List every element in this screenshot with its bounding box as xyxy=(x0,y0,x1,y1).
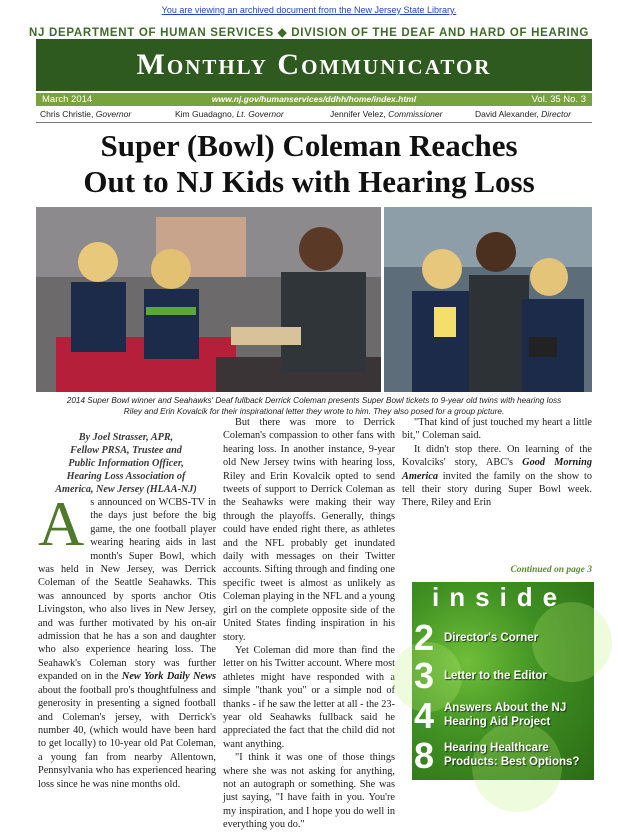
article-paragraph: As announced on WCBS-TV in the days just before the big game, the one football player wearing hearing aids in last month's Super Bowl, which was held in New Jersey, was Derrick Coleman of the Seattle Seahawks. This was announced by sports anchor Otis Livingston, who also lives in New Jersey, and was further motivated by his on-air admission that he has a son and daughter who also experience hearing loss. The Seahawk's Coleman story was further expanded on in the New York Daily News about the football pro's thoughtfulness and generosity in presenting a signed football and Coleman's jersey, with Derrick's number 40, (which would have been hard to get locally) to 10-year old Pat Coleman, a young fan from nearby Allentown, Pennsylvania who has experienced hearing loss since he was nine months old. xyxy=(38,488,217,790)
dateline-bar xyxy=(36,93,592,106)
inside-panel xyxy=(412,582,594,780)
newsletter-title: Monthly Communicator xyxy=(136,48,492,81)
masthead-bar xyxy=(36,39,592,91)
inside-page-number: 8 xyxy=(414,735,435,776)
issue-volume: Vol. 35 No. 3 xyxy=(531,94,586,105)
article-column-1 xyxy=(38,488,217,796)
inside-page-number: 3 xyxy=(414,655,435,696)
article-paragraph: But there was more to Derrick Coleman's compassion to other fans with hearing loss. In another instance, 9-year old New Jersey twins with hearing loss, Riley and Erin Kovalcik opted to send tweets of support to Derrick Coleman as the Seahawks were making their way through the playoffs. Generally, things could have ended right there, as athletes and the NFL probably get inundated daily with messages on their Twitter accounts. Sifting through and finding one specific tweet is almost as unlikely as Coleman playing in the NFL and a young girl on the complete opposite side of the United States finding inspiration in his story. xyxy=(223,417,395,643)
inside-item-label: Director's Corner xyxy=(444,632,539,644)
article-paragraph: "I think it was one of those things where she was not asking for anything, not an autograph or something. She was just saying, "I have faith in you. You're my inspiration, and I hope you do well in everything you do." xyxy=(223,752,395,831)
official-lt-governor: Kim Guadagno, Lt. Governor xyxy=(175,109,284,119)
official-commissioner: Jennifer Velez, Commissioner xyxy=(330,109,443,119)
photo-group-selfie xyxy=(384,207,592,392)
inside-item-label: Answers About the NJ Hearing Aid Project xyxy=(444,702,567,728)
inside-item-directors-corner[interactable] xyxy=(412,618,594,658)
inside-item-label: Letter to the Editor xyxy=(444,670,547,682)
inside-item-hearing-healthcare[interactable] xyxy=(412,736,594,776)
website-url[interactable]: www.nj.gov/humanservices/ddhh/home/index.html xyxy=(211,94,417,104)
inside-item-hearing-aid-project[interactable] xyxy=(412,696,594,736)
inside-title: inside xyxy=(432,582,568,612)
official-director: David Alexander, Director xyxy=(475,109,571,119)
inside-item-label: Hearing Healthcare Products: Best Options? xyxy=(444,742,580,768)
inside-item-letter-to-editor[interactable] xyxy=(412,656,594,696)
department-banner: NJ DEPARTMENT OF HUMAN SERVICES ◆ DIVISION OF THE DEAF AND HARD OF HEARING xyxy=(28,27,590,39)
issue-date: March 2014 xyxy=(42,94,93,105)
article-paragraph: Yet Coleman did more than find the letter on his Twitter account. Where most athletes might have responded with a simple "thank you" or a simple nod of thanks - if he saw the letter at all - the 23-year old Seahawks fullback said he appreciated the fact that the child did not want anything. xyxy=(223,644,395,750)
article-column-3 xyxy=(402,416,592,562)
inside-page-number: 2 xyxy=(414,617,435,658)
header-rule xyxy=(36,122,592,123)
article-paragraph: "That kind of just touched my heart a little bit," Coleman said. xyxy=(402,417,592,442)
article-column-2 xyxy=(223,416,395,831)
inside-page-number: 4 xyxy=(414,695,435,736)
continued-notice[interactable]: Continued on page 3 xyxy=(510,565,592,575)
archive-notice-link[interactable]: You are viewing an archived document from the New Jersey State Library. xyxy=(161,5,457,15)
photo-ticket-presentation xyxy=(36,207,381,392)
photo-caption: 2014 Super Bowl winner and Seahawks' Deaf fullback Derrick Coleman presents Super Bowl tickets to 9-year old twins with hearing loss Riley and Erin Kovalcik for their inspirational letter they wrote to him. They also posed for a group picture. xyxy=(66,396,562,416)
article-headline: Super (Bowl) Coleman Reaches Out to NJ Kids with Hearing Loss xyxy=(83,128,535,199)
article-byline: By Joel Strasser, APR, Fellow PRSA, Trustee and Public Information Officer, Hearing Loss Association of America, New Jersey (HLAA-NJ) xyxy=(55,432,197,495)
article-paragraph: It didn't stop there. On learning of the Kovalciks' story, ABC's Good Morning America invited the family on the show to tell their story during Super Bowl week. There, Riley and Erin xyxy=(402,443,593,509)
official-governor: Chris Christie, Governor xyxy=(40,109,132,119)
drop-cap: A xyxy=(38,488,85,559)
officials-line xyxy=(40,109,588,121)
